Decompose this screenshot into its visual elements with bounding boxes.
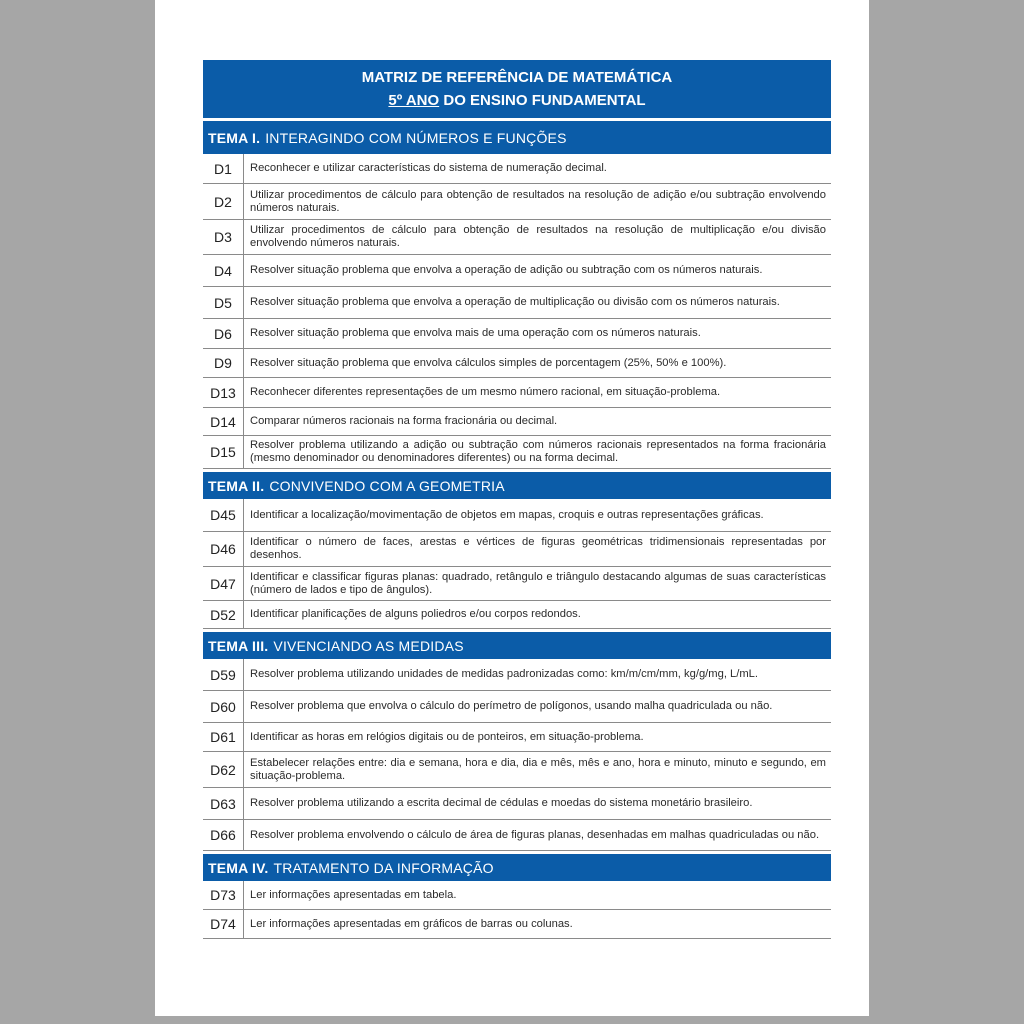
table-title bbox=[203, 60, 831, 118]
descriptor-text-content: Identificar planificações de alguns poliedros e/ou corpos redondos. bbox=[250, 608, 581, 620]
tema-number: TEMA III. bbox=[208, 637, 269, 654]
descriptor-code: D63 bbox=[203, 788, 244, 819]
descriptor-row bbox=[203, 499, 831, 532]
tema-name: VIVENCIANDO AS MEDIDAS bbox=[273, 637, 464, 654]
descriptor-text bbox=[244, 881, 831, 909]
descriptor-text-content: Utilizar procedimentos de cálculo para obtenção de resultados na resolução de multiplicação e/ou divisão envolvendo números naturais. bbox=[250, 224, 826, 249]
descriptor-code: D74 bbox=[203, 910, 244, 938]
descriptor-code: D62 bbox=[203, 752, 244, 787]
descriptor-code: D61 bbox=[203, 723, 244, 751]
descriptor-text-content: Reconhecer diferentes representações de um mesmo número racional, em situação-problema. bbox=[250, 386, 721, 398]
descriptor-text-content: Resolver situação problema que envolva cálculos simples de porcentagem (25%, 50% e 100%). bbox=[250, 356, 727, 369]
descriptor-text bbox=[244, 910, 831, 938]
descriptor-row bbox=[203, 408, 831, 436]
descriptor-text-content: Resolver problema utilizando a adição ou subtração com números racionais representados na forma fracionária (mesmo denominador ou denominadores diferentes) ou na forma decimal. bbox=[250, 439, 826, 464]
descriptor-code: D1 bbox=[203, 154, 244, 183]
descriptor-text-content: Resolver situação problema que envolva a operação de adição ou subtração com os números naturais. bbox=[250, 264, 763, 276]
descriptor-text-content: Estabelecer relações entre: dia e semana, hora e dia, dia e mês, mês e ano, hora e minuto, minuto e segundo, em situação-problema. bbox=[250, 756, 826, 782]
descriptor-text bbox=[244, 532, 831, 566]
descriptor-row bbox=[203, 567, 831, 601]
descriptor-text bbox=[244, 820, 831, 850]
descriptor-row bbox=[203, 601, 831, 629]
descriptor-row bbox=[203, 881, 831, 910]
descriptor-text bbox=[244, 601, 831, 628]
descriptor-row bbox=[203, 349, 831, 378]
descriptor-text bbox=[244, 255, 831, 286]
descriptor-code: D52 bbox=[203, 601, 244, 628]
descriptor-row bbox=[203, 154, 831, 184]
document-page bbox=[155, 0, 869, 1016]
descriptor-row bbox=[203, 220, 831, 255]
tema-number: TEMA I. bbox=[208, 129, 261, 146]
descriptor-code: D5 bbox=[203, 287, 244, 318]
descriptor-code: D9 bbox=[203, 349, 244, 377]
descriptor-text bbox=[244, 436, 831, 468]
descriptor-text-content: Ler informações apresentadas em tabela. bbox=[250, 888, 457, 901]
descriptor-row bbox=[203, 436, 831, 469]
tema-header bbox=[203, 854, 831, 881]
descriptor-text-content: Resolver situação problema que envolva a operação de multiplicação ou divisão com os números naturais. bbox=[250, 296, 780, 308]
title-line-2 bbox=[388, 89, 645, 112]
title-level: DO ENSINO FUNDAMENTAL bbox=[439, 92, 646, 109]
descriptor-code: D59 bbox=[203, 659, 244, 690]
descriptor-text bbox=[244, 319, 831, 348]
descriptor-code: D46 bbox=[203, 532, 244, 566]
descriptor-text bbox=[244, 349, 831, 377]
descriptor-row bbox=[203, 752, 831, 788]
tema-header bbox=[203, 472, 831, 499]
table-body bbox=[203, 118, 831, 939]
descriptor-code: D60 bbox=[203, 691, 244, 722]
tema-number: TEMA IV. bbox=[208, 859, 269, 876]
descriptor-code: D4 bbox=[203, 255, 244, 286]
descriptor-text-content: Identificar e classificar figuras planas: quadrado, retângulo e triângulo destacando algumas de suas características (número de lados e tipo de ângulos). bbox=[250, 570, 826, 596]
descriptor-code: D66 bbox=[203, 820, 244, 850]
descriptor-text-content: Resolver problema utilizando a escrita decimal de cédulas e moedas do sistema monetário brasileiro. bbox=[250, 797, 753, 809]
descriptor-text-content: Utilizar procedimentos de cálculo para obtenção de resultados na resolução de adição e/ou subtração envolvendo números naturais. bbox=[250, 188, 826, 214]
descriptor-text bbox=[244, 691, 831, 722]
descriptor-text bbox=[244, 499, 831, 531]
descriptor-row bbox=[203, 723, 831, 752]
descriptor-text bbox=[244, 567, 831, 600]
descriptor-text-content: Resolver problema utilizando unidades de medidas padronizadas como: km/m/cm/mm, kg/g/mg, L/mL. bbox=[250, 668, 759, 680]
descriptor-text bbox=[244, 752, 831, 787]
descriptor-text bbox=[244, 287, 831, 318]
title-grade: 5º ANO bbox=[388, 92, 440, 109]
descriptor-text-content: Resolver situação problema que envolva mais de uma operação com os números naturais. bbox=[250, 327, 701, 339]
descriptor-row bbox=[203, 319, 831, 349]
reference-matrix-table bbox=[203, 60, 831, 939]
tema-name: TRATAMENTO DA INFORMAÇÃO bbox=[273, 859, 494, 876]
descriptor-row bbox=[203, 378, 831, 408]
title-line-1: MATRIZ DE REFERÊNCIA DE MATEMÁTICA bbox=[361, 69, 673, 86]
descriptor-code: D45 bbox=[203, 499, 244, 531]
descriptor-text bbox=[244, 408, 831, 435]
descriptor-text-content: Comparar números racionais na forma fracionária ou decimal. bbox=[250, 415, 558, 427]
descriptor-text-content: Identificar as horas em relógios digitais ou de ponteiros, em situação-problema. bbox=[250, 730, 644, 743]
descriptor-text-content: Identificar a localização/movimentação de objetos em mapas, croquis e outras representações gráficas. bbox=[250, 508, 764, 521]
descriptor-code: D6 bbox=[203, 319, 244, 348]
descriptor-code: D15 bbox=[203, 436, 244, 468]
descriptor-text-content: Resolver problema envolvendo o cálculo de área de figuras planas, desenhadas em malhas quadriculadas ou não. bbox=[250, 828, 820, 841]
descriptor-row bbox=[203, 910, 831, 939]
descriptor-row bbox=[203, 287, 831, 319]
descriptor-code: D2 bbox=[203, 184, 244, 219]
descriptor-text bbox=[244, 220, 831, 254]
descriptor-text bbox=[244, 788, 831, 819]
descriptor-text bbox=[244, 154, 831, 183]
descriptor-text bbox=[244, 659, 831, 690]
tema-name: INTERAGINDO COM NÚMEROS E FUNÇÕES bbox=[265, 129, 567, 146]
descriptor-row bbox=[203, 532, 831, 567]
descriptor-text bbox=[244, 184, 831, 219]
tema-header bbox=[203, 121, 831, 154]
descriptor-code: D73 bbox=[203, 881, 244, 909]
descriptor-code: D47 bbox=[203, 567, 244, 600]
descriptor-text-content: Resolver problema que envolva o cálculo do perímetro de polígonos, usando malha quadriculada ou não. bbox=[250, 700, 773, 712]
descriptor-code: D13 bbox=[203, 378, 244, 407]
descriptor-row bbox=[203, 820, 831, 851]
descriptor-text bbox=[244, 378, 831, 407]
descriptor-text-content: Reconhecer e utilizar características do sistema de numeração decimal. bbox=[250, 162, 607, 174]
descriptor-row bbox=[203, 255, 831, 287]
tema-number: TEMA II. bbox=[208, 477, 265, 494]
descriptor-row bbox=[203, 659, 831, 691]
descriptor-row bbox=[203, 184, 831, 220]
descriptor-text-content: Identificar o número de faces, arestas e vértices de figuras geométricas tridimensionais representadas por desenhos. bbox=[250, 536, 826, 561]
descriptor-text bbox=[244, 723, 831, 751]
descriptor-code: D3 bbox=[203, 220, 244, 254]
tema-header bbox=[203, 632, 831, 659]
descriptor-row bbox=[203, 788, 831, 820]
descriptor-code: D14 bbox=[203, 408, 244, 435]
descriptor-text-content: Ler informações apresentadas em gráficos de barras ou colunas. bbox=[250, 917, 573, 930]
tema-name: CONVIVENDO COM A GEOMETRIA bbox=[269, 477, 505, 494]
descriptor-row bbox=[203, 691, 831, 723]
